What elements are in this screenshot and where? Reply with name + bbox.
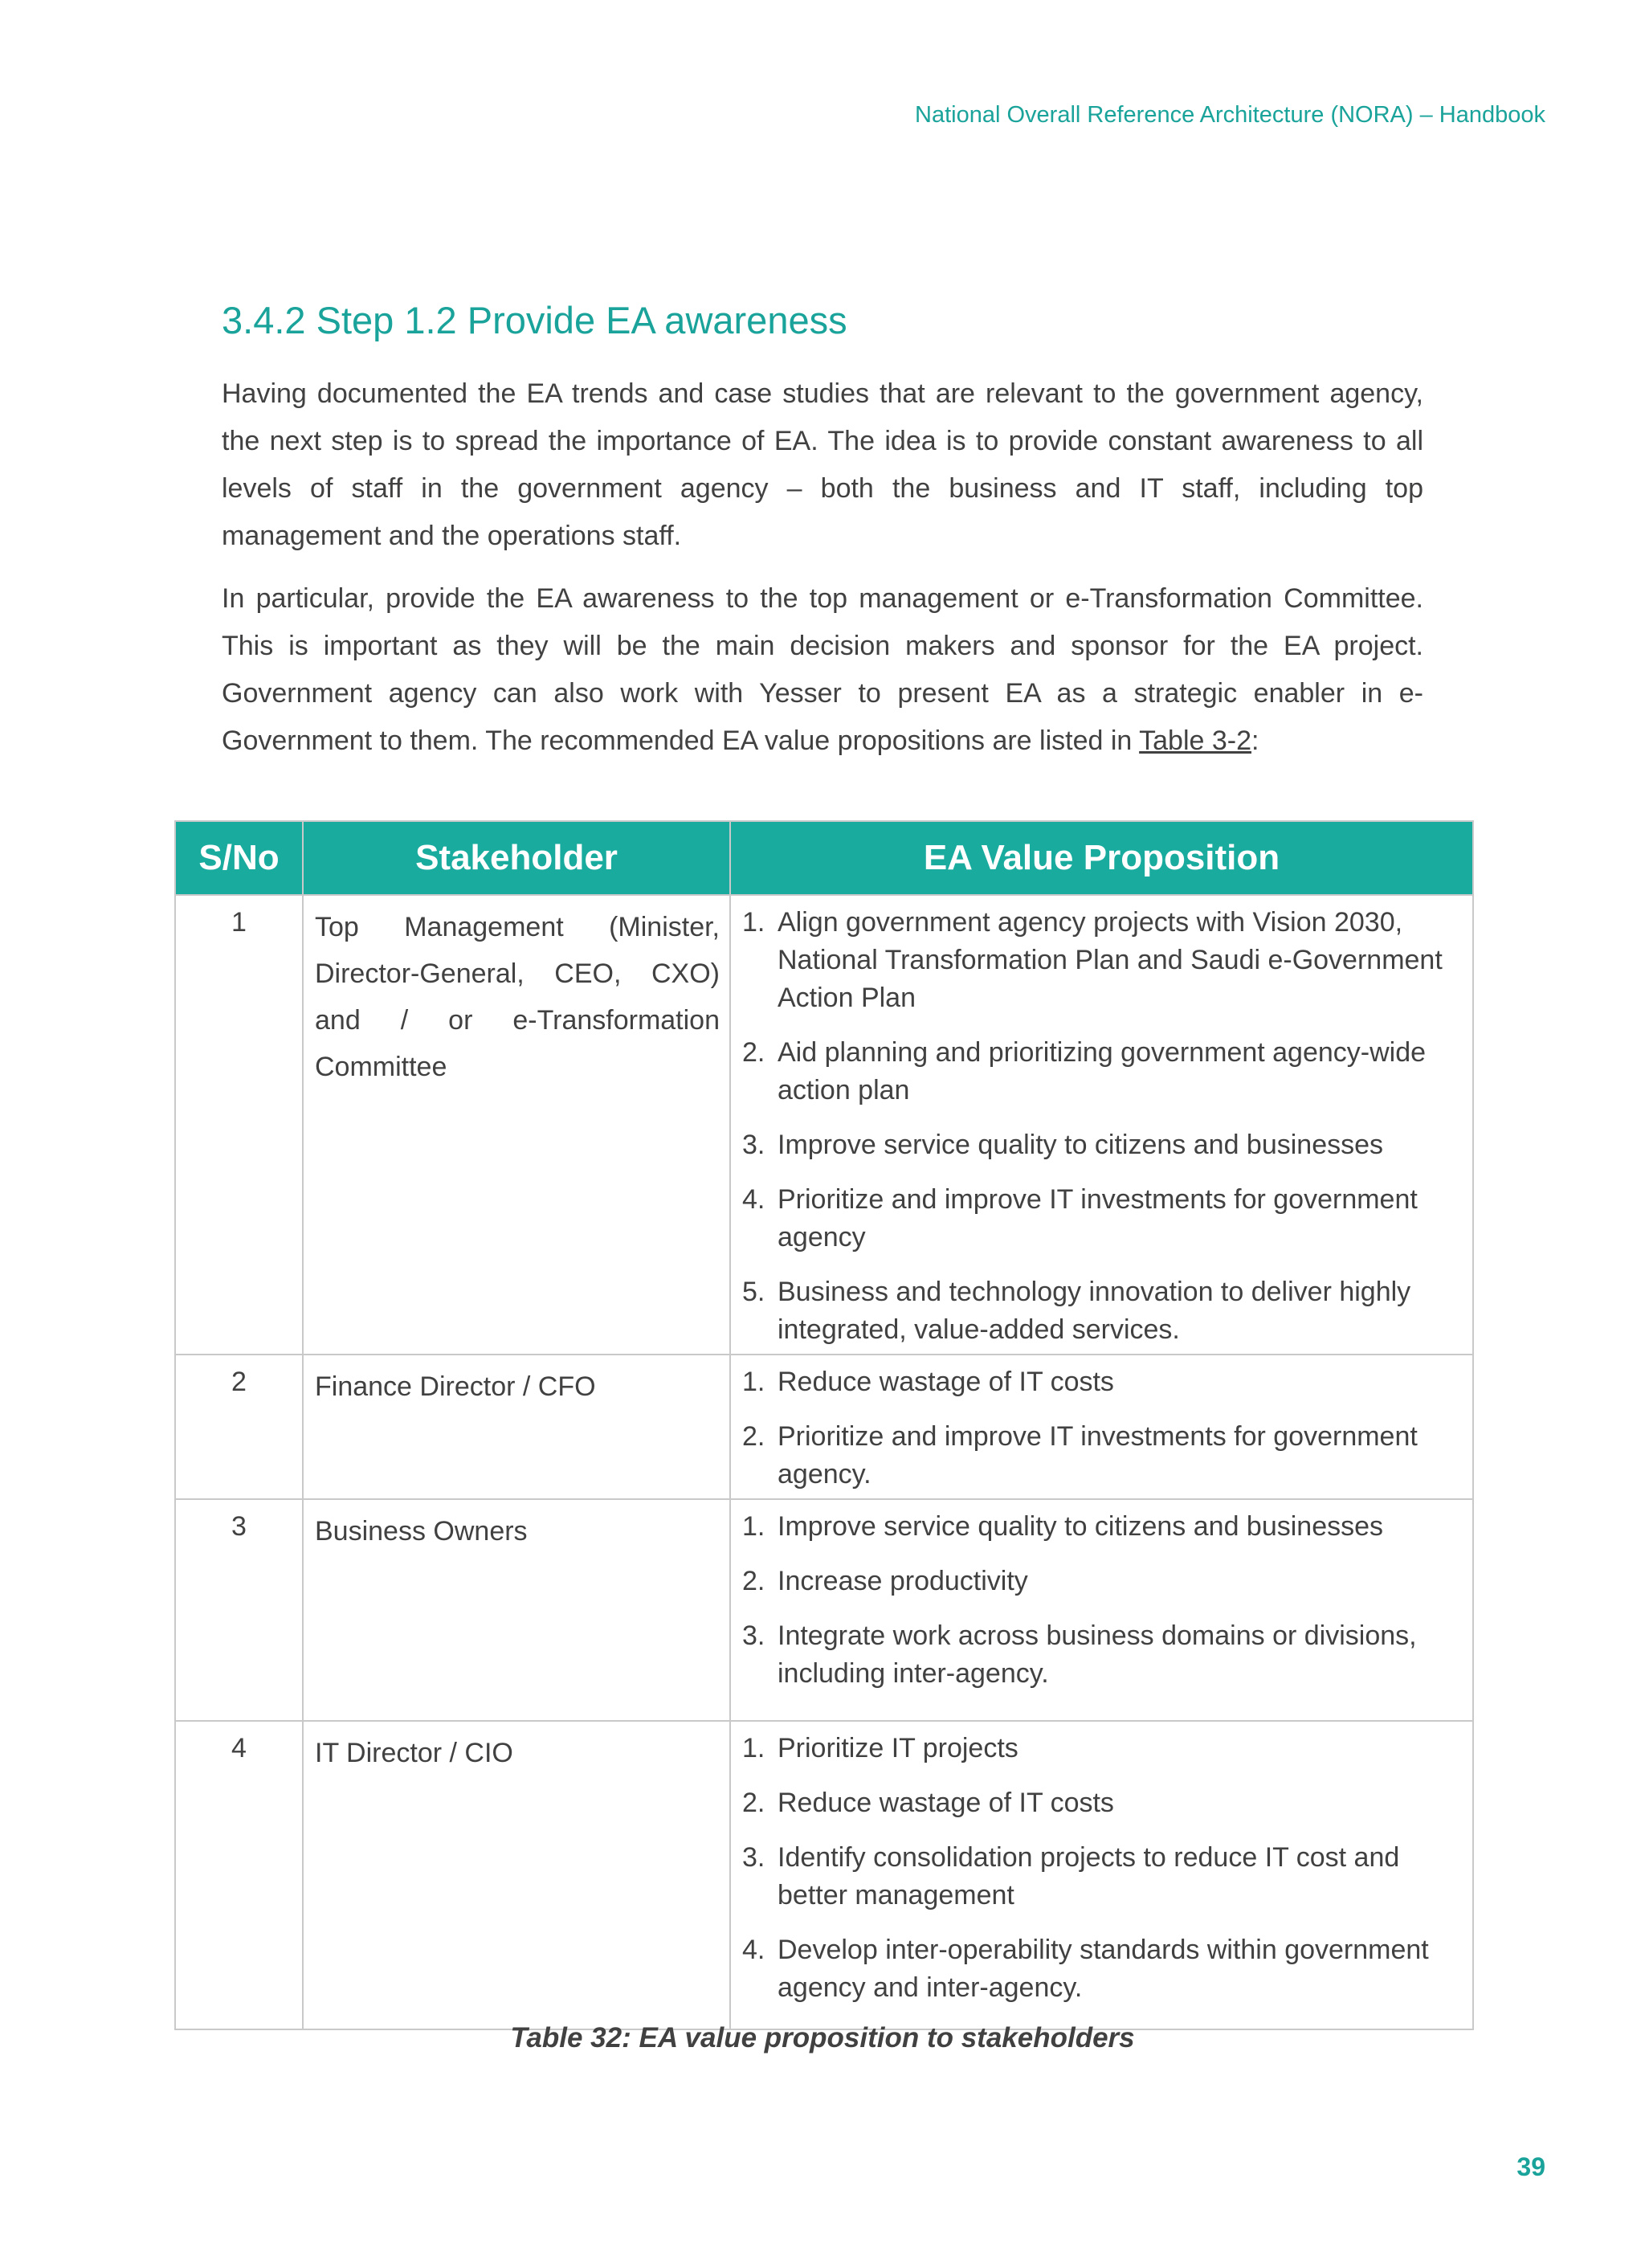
section-heading: 3.4.2 Step 1.2 Provide EA awareness — [222, 299, 847, 341]
ea-value-proposition-table — [174, 820, 1474, 2030]
list-item — [742, 1931, 1463, 2007]
paragraph-awareness-text: In particular, provide the EA awareness to the top management or e-Transformation Committee. This is important as they will be the main decision makers and sponsor for the EA project. Government agency can also work with Yesser to present EA as a strategic enabler in e-Government to them. The recommended EA value propositions are listed in — [222, 583, 1423, 756]
table-header-row — [175, 821, 1473, 895]
paragraph-awareness — [222, 575, 1423, 765]
running-header: National Overall Reference Architecture (NORA) – Handbook — [915, 102, 1545, 128]
list-item-text: Business and technology innovation to deliver highly integrated, value-added services. — [778, 1277, 1411, 1345]
list-item — [742, 1273, 1463, 1349]
list-item — [742, 1563, 1463, 1600]
table-row — [175, 1721, 1473, 2029]
list-item-number: 3. — [742, 1842, 765, 1873]
list-item-text: Prioritize and improve IT investments for government agency. — [778, 1421, 1418, 1490]
list-item-text: Identify consolidation projects to reduce IT cost and better management — [778, 1842, 1400, 1910]
list-item-number: 1. — [742, 1367, 765, 1397]
list-item — [742, 1418, 1463, 1494]
list-item-text: Align government agency projects with Vision 2030, National Transformation Plan and Saudi e-Government Action Plan — [778, 907, 1443, 1013]
table-row — [175, 895, 1473, 1355]
list-item-text: Improve service quality to citizens and businesses — [778, 1130, 1384, 1160]
list-item — [742, 904, 1463, 1017]
cell-stakeholder: Top Management (Minister, Director-General, CEO, CXO) and / or e-Transformation Committee — [303, 895, 730, 1355]
list-item-text: Reduce wastage of IT costs — [778, 1367, 1114, 1397]
cell-stakeholder: Business Owners — [303, 1499, 730, 1721]
list-item-number: 3. — [742, 1130, 765, 1160]
page-number: 39 — [1516, 2152, 1545, 2181]
value-proposition-list — [742, 1363, 1463, 1494]
list-item — [742, 1181, 1463, 1257]
column-header-value-proposition: EA Value Proposition — [730, 821, 1473, 895]
cell-value-proposition — [730, 895, 1473, 1355]
cell-sno: 1 — [175, 895, 303, 1355]
column-header-sno: S/No — [175, 821, 303, 895]
paragraph-intro: Having documented the EA trends and case studies that are relevant to the government agency, the next step is to spread the importance of EA. The idea is to provide constant awareness to all levels of staff in the government agency – both the business and IT staff, including top management and the operations staff. — [222, 378, 1423, 551]
list-item-text: Aid planning and prioritizing government agency-wide action plan — [778, 1037, 1427, 1105]
table-caption: Table 32: EA value proposition to stakeholders — [510, 2022, 1135, 2053]
table-row — [175, 1355, 1473, 1499]
column-header-stakeholder: Stakeholder — [303, 821, 730, 895]
list-item — [742, 1617, 1463, 1693]
list-item — [742, 1508, 1463, 1546]
list-item-number: 1. — [742, 1511, 765, 1542]
list-item-number: 1. — [742, 907, 765, 938]
list-item-number: 5. — [742, 1277, 765, 1307]
cell-value-proposition — [730, 1355, 1473, 1499]
list-item-number: 2. — [742, 1037, 765, 1068]
list-item — [742, 1839, 1463, 1915]
cell-stakeholder: IT Director / CIO — [303, 1721, 730, 2029]
table-row — [175, 1499, 1473, 1721]
list-item-text: Improve service quality to citizens and businesses — [778, 1511, 1384, 1542]
value-proposition-list — [742, 1508, 1463, 1693]
cell-stakeholder: Finance Director / CFO — [303, 1355, 730, 1499]
list-item-number: 4. — [742, 1935, 765, 1965]
list-item-number: 2. — [742, 1566, 765, 1596]
value-proposition-list — [742, 904, 1463, 1349]
list-item-text: Prioritize IT projects — [778, 1733, 1018, 1763]
list-item-number: 4. — [742, 1184, 765, 1215]
cell-value-proposition — [730, 1499, 1473, 1721]
list-item — [742, 1784, 1463, 1822]
list-item-text: Reduce wastage of IT costs — [778, 1788, 1114, 1818]
list-item-text: Integrate work across business domains or divisions, including inter-agency. — [778, 1620, 1417, 1689]
list-item-text: Prioritize and improve IT investments for government agency — [778, 1184, 1418, 1253]
list-item-text: Increase productivity — [778, 1566, 1028, 1596]
cell-sno: 3 — [175, 1499, 303, 1721]
list-item-number: 3. — [742, 1620, 765, 1651]
list-item-number: 2. — [742, 1421, 765, 1452]
table-reference-link[interactable]: Table 3-2 — [1139, 725, 1252, 756]
list-item-number: 1. — [742, 1733, 765, 1763]
cell-sno: 4 — [175, 1721, 303, 2029]
list-item — [742, 1126, 1463, 1164]
value-proposition-list — [742, 1730, 1463, 2007]
cell-value-proposition — [730, 1721, 1473, 2029]
list-item — [742, 1730, 1463, 1767]
list-item-number: 2. — [742, 1788, 765, 1818]
list-item — [742, 1034, 1463, 1109]
cell-sno: 2 — [175, 1355, 303, 1499]
paragraph-awareness-end: : — [1251, 725, 1259, 756]
list-item — [742, 1363, 1463, 1401]
list-item-text: Develop inter-operability standards within government agency and inter-agency. — [778, 1935, 1429, 2003]
